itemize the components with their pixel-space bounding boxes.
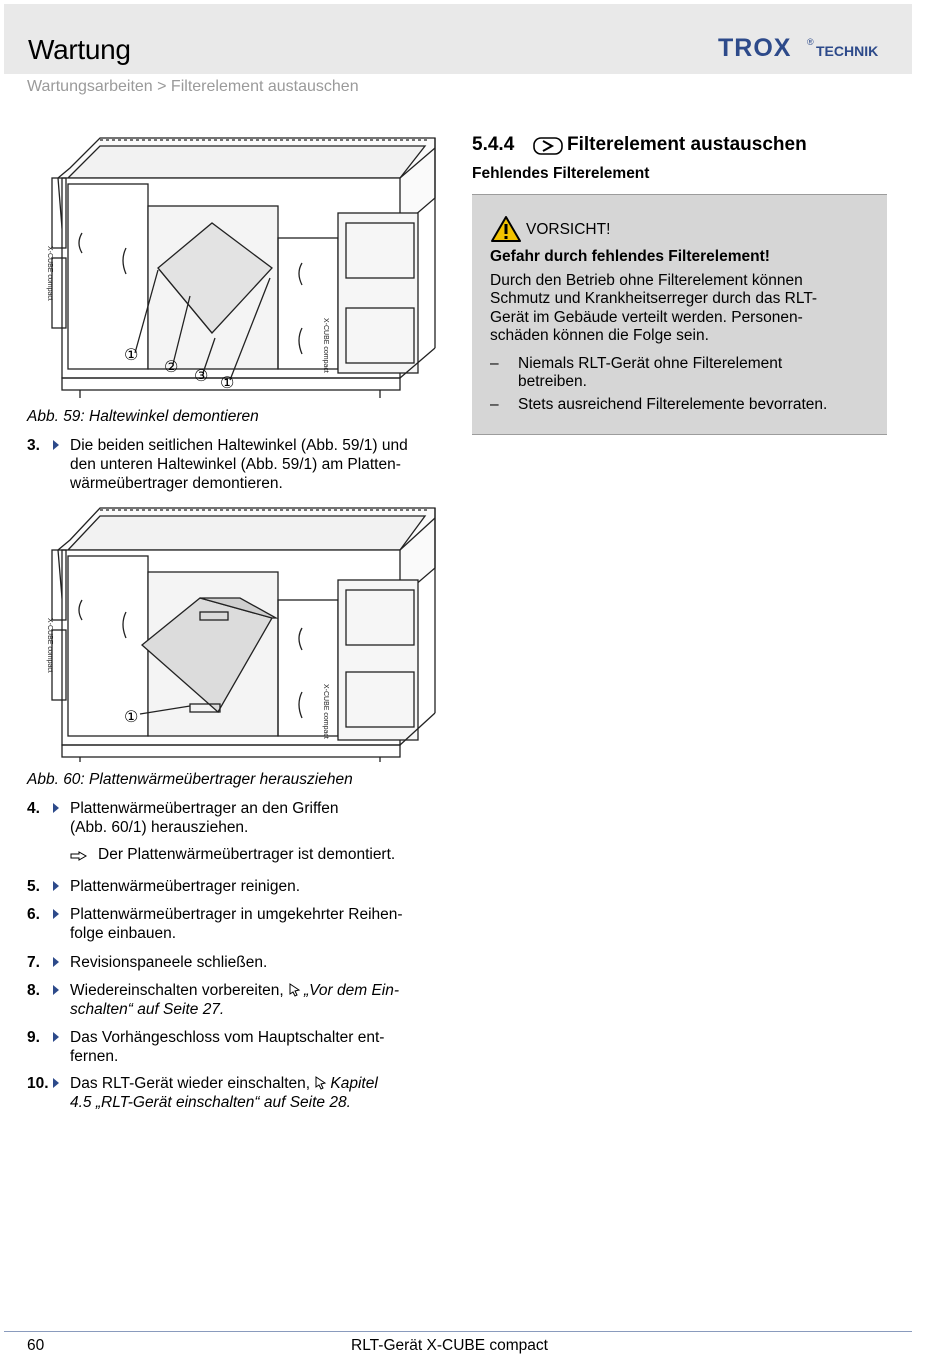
step-number: 5. bbox=[27, 878, 40, 895]
figure-59-caption: Abb. 59: Haltewinkel demontieren bbox=[27, 408, 259, 425]
svg-text:X-CUBE compact: X-CUBE compact bbox=[46, 246, 53, 301]
step-number: 4. bbox=[27, 800, 40, 817]
step-arrow-icon bbox=[53, 1032, 59, 1042]
step-number: 8. bbox=[27, 982, 40, 999]
callout-1b: ① bbox=[220, 373, 235, 392]
caution-box bbox=[472, 194, 887, 435]
caution-item-text: Stets ausreichend Filterelemente bevorraten. bbox=[518, 396, 828, 413]
callout-2: ② bbox=[164, 357, 179, 376]
step-text: Die beiden seitlichen Haltewinkel (Abb. 59/1) und den unteren Haltewinkel (Abb. 59/1) am Platten- wärmeübertrager demontieren. bbox=[70, 437, 408, 492]
footer-divider bbox=[4, 1331, 912, 1332]
cross-reference-icon bbox=[288, 983, 302, 997]
cross-reference-icon bbox=[314, 1076, 328, 1090]
caution-label: VORSICHT! bbox=[526, 221, 611, 238]
svg-text:TROX: TROX bbox=[718, 34, 792, 62]
svg-text:TECHNIK: TECHNIK bbox=[816, 43, 879, 59]
step-text: Plattenwärmeübertrager reinigen. bbox=[70, 878, 301, 895]
trox-logo bbox=[716, 34, 896, 64]
svg-text:X-CUBE compact: X-CUBE compact bbox=[322, 318, 329, 373]
cross-reference-link[interactable]: Kapitel 4.5 „RLT-Gerät einschalten“ auf Seite 28. bbox=[70, 1075, 378, 1111]
section-number: 5.4.4 bbox=[472, 134, 515, 155]
svg-text:X-CUBE compact: X-CUBE compact bbox=[322, 684, 329, 739]
svg-text:X-CUBE compact: X-CUBE compact bbox=[46, 618, 53, 673]
section-title: Filterelement austauschen bbox=[567, 134, 807, 155]
warning-triangle-icon bbox=[490, 215, 522, 243]
personnel-icon bbox=[533, 137, 563, 155]
result-text: Der Plattenwärmeübertrager ist demontiert. bbox=[98, 846, 396, 863]
dash-bullet: – bbox=[490, 355, 499, 372]
caution-body: Durch den Betrieb ohne Filterelement können Schmutz und Krankheitserreger durch das RLT- Gerät im Gebäude verteilt werden. Personen- schäden können die Folge sein. bbox=[490, 272, 818, 344]
step-arrow-icon bbox=[53, 909, 59, 919]
section-subtitle: Fehlendes Filterelement bbox=[472, 165, 650, 182]
svg-text:®: ® bbox=[807, 37, 814, 47]
figure-60-caption: Abb. 60: Plattenwärmeübertrager herausziehen bbox=[27, 771, 353, 788]
caution-heading: Gefahr durch fehlendes Filterelement! bbox=[490, 248, 770, 265]
step-text: Plattenwärmeübertrager in umgekehrter Reihen- folge einbauen. bbox=[70, 906, 403, 942]
page-title: Wartung bbox=[28, 34, 131, 65]
step-number: 10. bbox=[27, 1075, 49, 1092]
step-arrow-icon bbox=[53, 1078, 59, 1088]
step-arrow-icon bbox=[53, 803, 59, 813]
figure-59-drawing bbox=[40, 128, 440, 398]
callout-3: ③ bbox=[194, 366, 209, 385]
step-text: Plattenwärmeübertrager an den Griffen (Abb. 60/1) herausziehen. bbox=[70, 800, 339, 836]
breadcrumb: Wartungsarbeiten > Filterelement austauschen bbox=[27, 78, 359, 95]
figure-60-drawing bbox=[40, 500, 440, 762]
step-arrow-icon bbox=[53, 440, 59, 450]
document-title: RLT-Gerät X-CUBE compact bbox=[351, 1337, 548, 1354]
step-text: Revisionspaneele schließen. bbox=[70, 954, 268, 971]
step-arrow-icon bbox=[53, 881, 59, 891]
page-header bbox=[4, 4, 912, 74]
page-number: 60 bbox=[27, 1337, 45, 1354]
callout-1: ① bbox=[124, 707, 139, 726]
step-number: 9. bbox=[27, 1029, 40, 1046]
cross-reference-link[interactable]: „Vor dem Ein- schalten“ auf Seite 27. bbox=[70, 982, 400, 1018]
caution-item-text: Niemals RLT-Gerät ohne Filterelement betreiben. bbox=[518, 355, 783, 391]
step-number: 7. bbox=[27, 954, 40, 971]
step-text: Das RLT-Gerät wieder einschalten, Kapitel 4.5 „RLT-Gerät einschalten“ auf Seite 28. bbox=[70, 1075, 378, 1111]
result-arrow-icon bbox=[70, 851, 88, 861]
step-arrow-icon bbox=[53, 957, 59, 967]
step-arrow-icon bbox=[53, 985, 59, 995]
step-text: Das Vorhängeschloss vom Hauptschalter ent- fernen. bbox=[70, 1029, 385, 1065]
dash-bullet: – bbox=[490, 396, 499, 413]
step-number: 6. bbox=[27, 906, 40, 923]
callout-1: ① bbox=[124, 345, 139, 364]
step-text: Wiedereinschalten vorbereiten, „Vor dem Ein- schalten“ auf Seite 27. bbox=[70, 982, 400, 1018]
step-number: 3. bbox=[27, 437, 40, 454]
